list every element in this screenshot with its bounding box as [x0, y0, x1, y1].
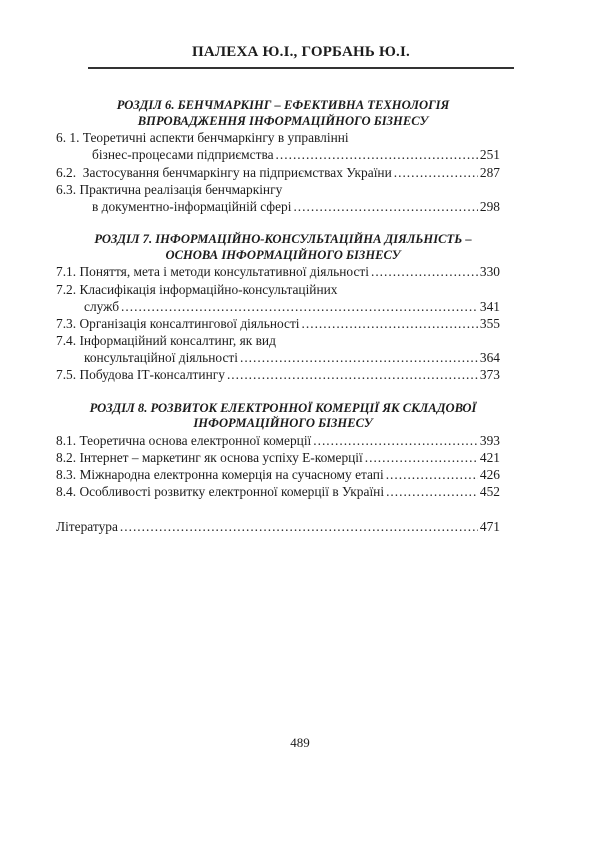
entry-number: 6.2. — [56, 164, 77, 180]
running-header: ПАЛЕХА Ю.І., ГОРБАНЬ Ю.І. — [192, 44, 410, 60]
leader-dots — [302, 315, 478, 332]
entry-page: 355 — [479, 315, 500, 331]
toc-entry[interactable] — [56, 281, 500, 315]
toc-entry[interactable] — [56, 483, 500, 500]
leader-dots — [386, 483, 478, 500]
entry-number: 6. 1. — [56, 130, 80, 146]
entry-page: 421 — [479, 450, 500, 465]
entry-number: 8.2. — [56, 450, 77, 465]
leader-dots — [276, 146, 478, 163]
entry-title: Інтернет – маркетинг як основа успіху Е-комерції — [79, 450, 363, 465]
entry-number: 7.2. — [56, 281, 77, 297]
leader-dots — [240, 349, 478, 366]
entry-page: 341 — [479, 298, 500, 314]
entry-title: Застосування бенчмаркінгу на підприємствах України — [82, 164, 392, 180]
header-rule — [88, 67, 514, 69]
entry-title: Література — [56, 518, 118, 534]
entry-title: Інформаційний консалтинг, як вид — [79, 333, 276, 349]
entry-page: 426 — [479, 467, 500, 483]
toc-entry[interactable] — [56, 129, 500, 163]
section-title: РОЗДІЛ 7. ІНФОРМАЦІЙНО-КОНСУЛЬТАЦІЙНА ДІЯЛЬНІСТЬ – ОСНОВА ІНФОРМАЦІЙНОГО БІЗНЕСУ — [94, 232, 472, 262]
leader-dots — [371, 263, 478, 280]
entry-number: 7.4. — [56, 333, 77, 349]
entry-page: 287 — [479, 164, 500, 180]
entry-page: 364 — [479, 350, 500, 366]
leader-dots — [227, 366, 478, 383]
table-of-contents — [56, 98, 500, 535]
toc-entry[interactable] — [56, 366, 500, 383]
entry-number: 8.4. — [56, 484, 77, 500]
toc-entry[interactable] — [56, 315, 500, 332]
toc-section-8 — [56, 401, 500, 501]
leader-dots — [394, 164, 478, 181]
entry-page: 393 — [479, 432, 500, 448]
entry-number: 8.3. — [56, 467, 77, 483]
toc-entry[interactable] — [56, 181, 500, 215]
toc-entry[interactable] — [56, 332, 500, 366]
entry-title: Теоретичні аспекти бенчмаркінгу в управлінні — [82, 130, 349, 146]
toc-section-6 — [56, 98, 500, 215]
toc-entry[interactable] — [56, 263, 500, 280]
entry-page: 330 — [479, 264, 500, 280]
leader-dots — [313, 432, 478, 449]
section-title: РОЗДІЛ 6. БЕНЧМАРКІНГ – ЕФЕКТИВНА ТЕХНОЛОГІЯ ВПРОВАДЖЕННЯ ІНФОРМАЦІЙНОГО БІЗНЕСУ — [116, 98, 450, 128]
entry-page: 298 — [479, 198, 500, 214]
toc-entry[interactable] — [56, 449, 500, 466]
leader-dots — [365, 449, 478, 466]
entry-number: 7.1. — [56, 264, 77, 280]
entry-title: Практична реалізація бенчмаркінгу — [79, 181, 283, 197]
entry-number: 7.3. — [56, 315, 77, 331]
entry-title-continued: в документно-інформаційній сфері — [92, 198, 292, 214]
entry-title-continued: служб — [84, 298, 120, 314]
toc-section-7 — [56, 232, 500, 384]
entry-title-continued: консультаційної діяльності — [84, 350, 238, 366]
entry-page: 471 — [479, 518, 500, 534]
entry-title: Теоретична основа електронної комерції — [79, 432, 312, 448]
entry-title: Побудова ІТ-консалтингу — [79, 367, 225, 383]
toc-entry-literature[interactable] — [56, 518, 500, 535]
toc-entry[interactable] — [56, 432, 500, 449]
entry-page: 251 — [479, 147, 500, 163]
entry-number: 6.3. — [56, 181, 77, 197]
section-title: РОЗДІЛ 8. РОЗВИТОК ЕЛЕКТРОННОЇ КОМЕРЦІЇ ЯК СКЛАДОВОЇ ІНФОРМАЦІЙНОГО БІЗНЕСУ — [89, 400, 477, 431]
leader-dots — [121, 298, 478, 315]
toc-entry[interactable] — [56, 164, 500, 181]
entry-number: 8.1. — [56, 432, 77, 448]
entry-page: 452 — [479, 484, 500, 500]
page-number: 489 — [290, 735, 310, 750]
leader-dots — [293, 198, 477, 215]
entry-title: Особливості розвитку електронної комерції в Україні — [79, 484, 385, 500]
entry-title: Міжнародна електронна комерція на сучасному етапі — [79, 467, 384, 483]
entry-title: Поняття, мета і методи консультативної діяльності — [79, 264, 369, 280]
leader-dots — [386, 466, 478, 483]
entry-title: Організація консалтингової діяльності — [79, 315, 300, 331]
entry-number: 7.5. — [56, 367, 77, 383]
entry-title-continued: бізнес-процесами підприємства — [92, 147, 274, 163]
leader-dots — [120, 518, 478, 535]
entry-page: 373 — [479, 367, 500, 383]
entry-title: Класифікація інформаційно-консультаційних — [79, 281, 338, 297]
toc-entry[interactable] — [56, 466, 500, 483]
